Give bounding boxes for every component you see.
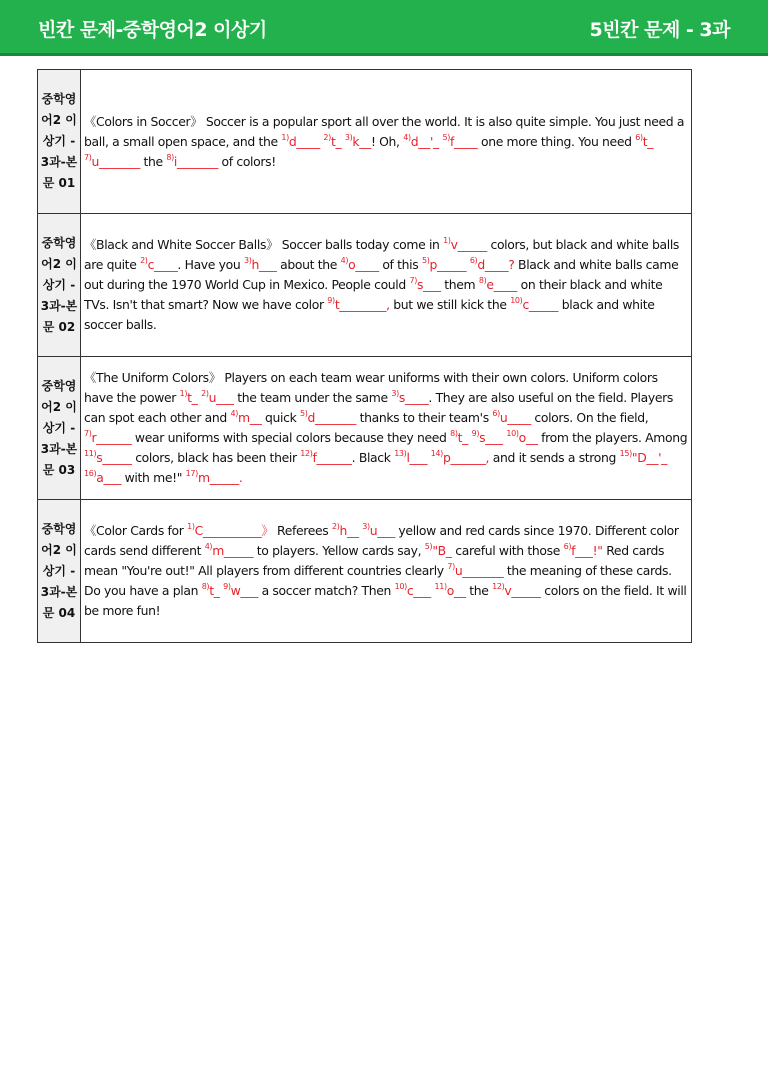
blank-hint: "B_: [432, 543, 452, 558]
blank-number: 15): [619, 449, 632, 458]
passage-segment: the meaning of these cards. Do you have a plan: [84, 563, 672, 598]
passage-segment: . They are also useful on the field. Players can spot each other and: [84, 390, 673, 425]
blank-item: [281, 134, 319, 149]
blank-item: [510, 297, 558, 312]
blank-item: [187, 523, 273, 538]
blank-hint: c_____: [522, 297, 559, 312]
header-title: 빈칸 문제-중학영어2 이상기: [38, 19, 267, 41]
passage-segment: quick: [261, 410, 301, 425]
header-lesson-title: 5빈칸 문제 - 3과: [589, 19, 730, 41]
passage-text: [81, 214, 692, 357]
blank-number: 13): [394, 449, 407, 458]
blank-hint: r______: [91, 430, 132, 445]
blank-hint: u_______: [454, 563, 504, 578]
blank-item: [186, 470, 243, 485]
table-row: [38, 500, 692, 643]
passage-segment: but we still kick the: [389, 297, 511, 312]
blank-number: 2): [140, 256, 148, 265]
blank-number: 2): [201, 389, 209, 398]
passage-segment: Red cards mean "You're out!" All players from different countries clearly: [84, 543, 665, 578]
blank-hint: d____: [288, 133, 320, 149]
blank-number: 3): [243, 256, 252, 265]
blank-item: [410, 277, 441, 292]
passage-segment: to players. Yellow cards say,: [253, 543, 425, 558]
passage-segment: on their black and white TVs. Isn't that smart? Now we have color: [84, 277, 663, 312]
passage-segment: of this: [378, 257, 422, 272]
blank-number: 14): [430, 449, 443, 458]
passage-text: [81, 70, 692, 214]
passage-segment: Black and white balls came out during the 1970 World Cup in Mexico. People could: [84, 257, 679, 292]
blank-number: 7): [409, 276, 418, 285]
blank-item: [84, 430, 131, 445]
blank-number: 5): [421, 256, 430, 265]
blank-number: 5): [300, 409, 308, 418]
blank-item: [506, 430, 537, 445]
blank-number: 6): [492, 409, 500, 418]
blank-number: 4): [403, 132, 411, 142]
blank-hint: C__________》: [194, 523, 274, 538]
blank-hint: m_____: [212, 543, 254, 558]
blank-item: [180, 390, 198, 405]
blank-number: 9): [327, 296, 335, 305]
blank-number: 1): [179, 389, 188, 398]
passage-segment: the: [465, 583, 493, 598]
blank-item: [201, 390, 234, 405]
blank-hint: m__: [238, 410, 262, 425]
row-label: 중학영어2 이상기 - 3과-본문 04: [38, 500, 81, 643]
blank-hint: u___: [369, 523, 395, 538]
passage-segment: and it sends a strong: [489, 450, 620, 465]
blank-number: 10): [394, 582, 407, 591]
blank-number: 6): [563, 542, 572, 551]
blank-item: [470, 257, 515, 272]
passage-segment: colors, black has been their: [131, 450, 301, 465]
blank-number: 1): [443, 236, 451, 245]
blank-hint: k__: [352, 133, 371, 149]
blank-hint: o__: [446, 583, 466, 598]
passage-segment: careful with those: [451, 543, 564, 558]
blank-number: 11): [84, 449, 97, 458]
blank-number: 4): [230, 409, 239, 418]
blank-number: 3): [344, 132, 353, 142]
blank-hint: m_____.: [197, 470, 243, 485]
blank-item: [492, 583, 540, 598]
blank-hint: l___: [406, 450, 428, 465]
blank-hint: d__'_: [410, 133, 439, 149]
passage-segment: 《Colors in Soccer》 Soccer is a popular sport all over the world. It is also quite simple. You just need a ball, a small open space, and the: [84, 113, 685, 149]
blank-number: 11): [434, 582, 447, 591]
blank-item: [84, 470, 121, 485]
blank-number: 7): [84, 429, 92, 438]
passage-segment: 《The Uniform Colors》 Players on each team wear uniforms with their own colors. Uniform colors have the power: [84, 370, 658, 405]
blank-hint: o__: [518, 430, 538, 445]
blank-hint: f______: [312, 450, 352, 465]
passage-segment: colors. On the field,: [530, 410, 649, 425]
row-label: 중학영어2 이상기 - 3과-본문 03: [38, 357, 81, 500]
passage-segment: 《Color Cards for: [84, 523, 188, 538]
row-label: 중학영어2 이상기 - 3과-본문 02: [38, 214, 81, 357]
blank-number: 5): [442, 132, 450, 142]
blank-item: [231, 410, 262, 425]
passage-segment: thanks to their team's: [355, 410, 493, 425]
blank-number: 12): [300, 449, 313, 458]
passage-text: [81, 500, 692, 643]
blank-number: 16): [84, 469, 97, 478]
blank-hint: p______,: [442, 450, 490, 465]
blank-number: 17): [185, 469, 198, 478]
blank-hint: "D__'_: [631, 450, 668, 465]
blank-hint: o____: [348, 257, 379, 272]
blank-item: [479, 277, 517, 292]
passage-segment: a soccer match? Then: [258, 583, 395, 598]
blank-item: [300, 450, 351, 465]
blank-item: [345, 134, 371, 149]
blank-hint: a___: [96, 470, 122, 485]
blank-hint: h__: [339, 523, 359, 538]
blank-item: [391, 390, 428, 405]
blank-hint: t_: [209, 583, 220, 598]
blank-item: [447, 563, 503, 578]
blank-item: [435, 583, 466, 598]
blank-item: [431, 450, 489, 465]
table-row: [38, 214, 692, 357]
blank-hint: i_______: [173, 153, 218, 169]
blank-hint: c___: [406, 583, 431, 598]
blank-item: [223, 583, 258, 598]
blank-number: 3): [391, 389, 399, 398]
blank-item: [472, 430, 503, 445]
blank-hint: p_____: [429, 257, 467, 272]
blank-item: [341, 257, 379, 272]
blank-item: [332, 523, 359, 538]
blank-item: [166, 154, 218, 169]
blank-number: 8): [166, 152, 174, 162]
blank-hint: t_: [330, 133, 342, 149]
blank-item: [443, 237, 487, 252]
blank-number: 8): [478, 276, 487, 285]
blank-number: 9): [471, 429, 480, 438]
blank-hint: u___: [208, 390, 234, 405]
passage-segment: from the players. Among: [537, 430, 688, 445]
blank-number: 10): [506, 429, 519, 438]
passage-segment: . Have you: [177, 257, 244, 272]
blank-number: 12): [492, 582, 505, 591]
blank-item: [394, 450, 427, 465]
blank-hint: h___: [251, 257, 277, 272]
passage-segment: them: [440, 277, 479, 292]
blank-hint: s___: [417, 277, 441, 292]
passage-segment: 《Black and White Soccer Balls》 Soccer balls today come in: [84, 237, 444, 252]
blank-hint: t_: [457, 430, 468, 445]
blank-item: [442, 134, 477, 149]
passage-segment: ! Oh,: [370, 133, 404, 149]
blank-hint: w___: [230, 583, 258, 598]
passage-segment: the: [139, 153, 167, 169]
blank-item: [202, 583, 220, 598]
blank-item: [620, 450, 667, 465]
passage-text: [81, 357, 692, 500]
blank-hint: s____: [398, 390, 429, 405]
blank-number: 2): [331, 522, 340, 531]
blank-item: [323, 134, 341, 149]
blank-number: 7): [84, 152, 92, 162]
blank-number: 8): [450, 429, 458, 438]
blank-hint: v_____: [450, 237, 487, 252]
blank-hint: c____: [147, 257, 178, 272]
blank-hint: v_____: [504, 583, 541, 598]
blank-number: 7): [447, 562, 455, 571]
blank-number: 5): [424, 542, 433, 551]
blank-item: [403, 134, 439, 149]
blank-item: [492, 410, 530, 425]
table-row: [38, 357, 692, 500]
blank-hint: u_______: [91, 153, 140, 169]
passage-segment: of colors!: [217, 153, 276, 169]
row-label: 중학영어2 이상기 - 3과-본문 01: [38, 70, 81, 214]
blank-item: [84, 450, 132, 465]
blank-item: [395, 583, 431, 598]
blank-hint: d____?: [477, 257, 515, 272]
blank-number: 9): [223, 582, 231, 591]
passage-segment: about the: [276, 257, 341, 272]
blank-number: 4): [204, 542, 213, 551]
passage-segment: the team under the same: [233, 390, 392, 405]
passage-segment: Referees: [273, 523, 332, 538]
blank-item: [244, 257, 277, 272]
blank-hint: t_: [642, 133, 654, 149]
blank-number: 6): [469, 256, 478, 265]
blank-item: [422, 257, 466, 272]
blank-number: 4): [340, 256, 349, 265]
passage-segment: . Black: [351, 450, 395, 465]
worksheet-table: [37, 69, 692, 643]
blank-hint: s___: [479, 430, 503, 445]
passage-segment: with me!": [121, 470, 186, 485]
blank-item: [140, 257, 177, 272]
passage-segment: black and white soccer balls.: [84, 297, 655, 332]
blank-hint: t________,: [334, 297, 390, 312]
blank-number: 2): [323, 132, 331, 142]
blank-number: 6): [635, 132, 643, 142]
page-header: [0, 0, 768, 56]
blank-item: [450, 430, 468, 445]
passage-segment: colors on the field. It will be more fun!: [84, 583, 687, 618]
blank-item: [84, 154, 140, 169]
blank-item: [635, 134, 653, 149]
blank-number: 3): [362, 522, 370, 531]
blank-hint: f____: [449, 133, 478, 149]
blank-number: 1): [187, 522, 195, 531]
blank-hint: t_: [187, 390, 198, 405]
blank-item: [362, 523, 395, 538]
blank-number: 1): [281, 132, 289, 142]
blank-hint: d_______: [307, 410, 356, 425]
blank-hint: e____: [486, 277, 518, 292]
blank-hint: s_____: [96, 450, 132, 465]
passage-segment: colors, but black and white balls are quite: [84, 237, 680, 272]
blank-item: [425, 543, 452, 558]
table-row: [38, 70, 692, 214]
blank-item: [205, 543, 253, 558]
blank-number: 10): [510, 296, 523, 305]
blank-number: 8): [201, 582, 210, 591]
blank-hint: u____: [499, 410, 531, 425]
blank-item: [564, 543, 603, 558]
blank-hint: f___!": [571, 543, 603, 558]
blank-item: [300, 410, 356, 425]
passage-segment: yellow and red cards since 1970. Different color cards send different: [84, 523, 679, 558]
passage-segment: wear uniforms with special colors because they need: [131, 430, 451, 445]
blank-item: [327, 297, 389, 312]
passage-segment: one more thing. You need: [477, 133, 636, 149]
